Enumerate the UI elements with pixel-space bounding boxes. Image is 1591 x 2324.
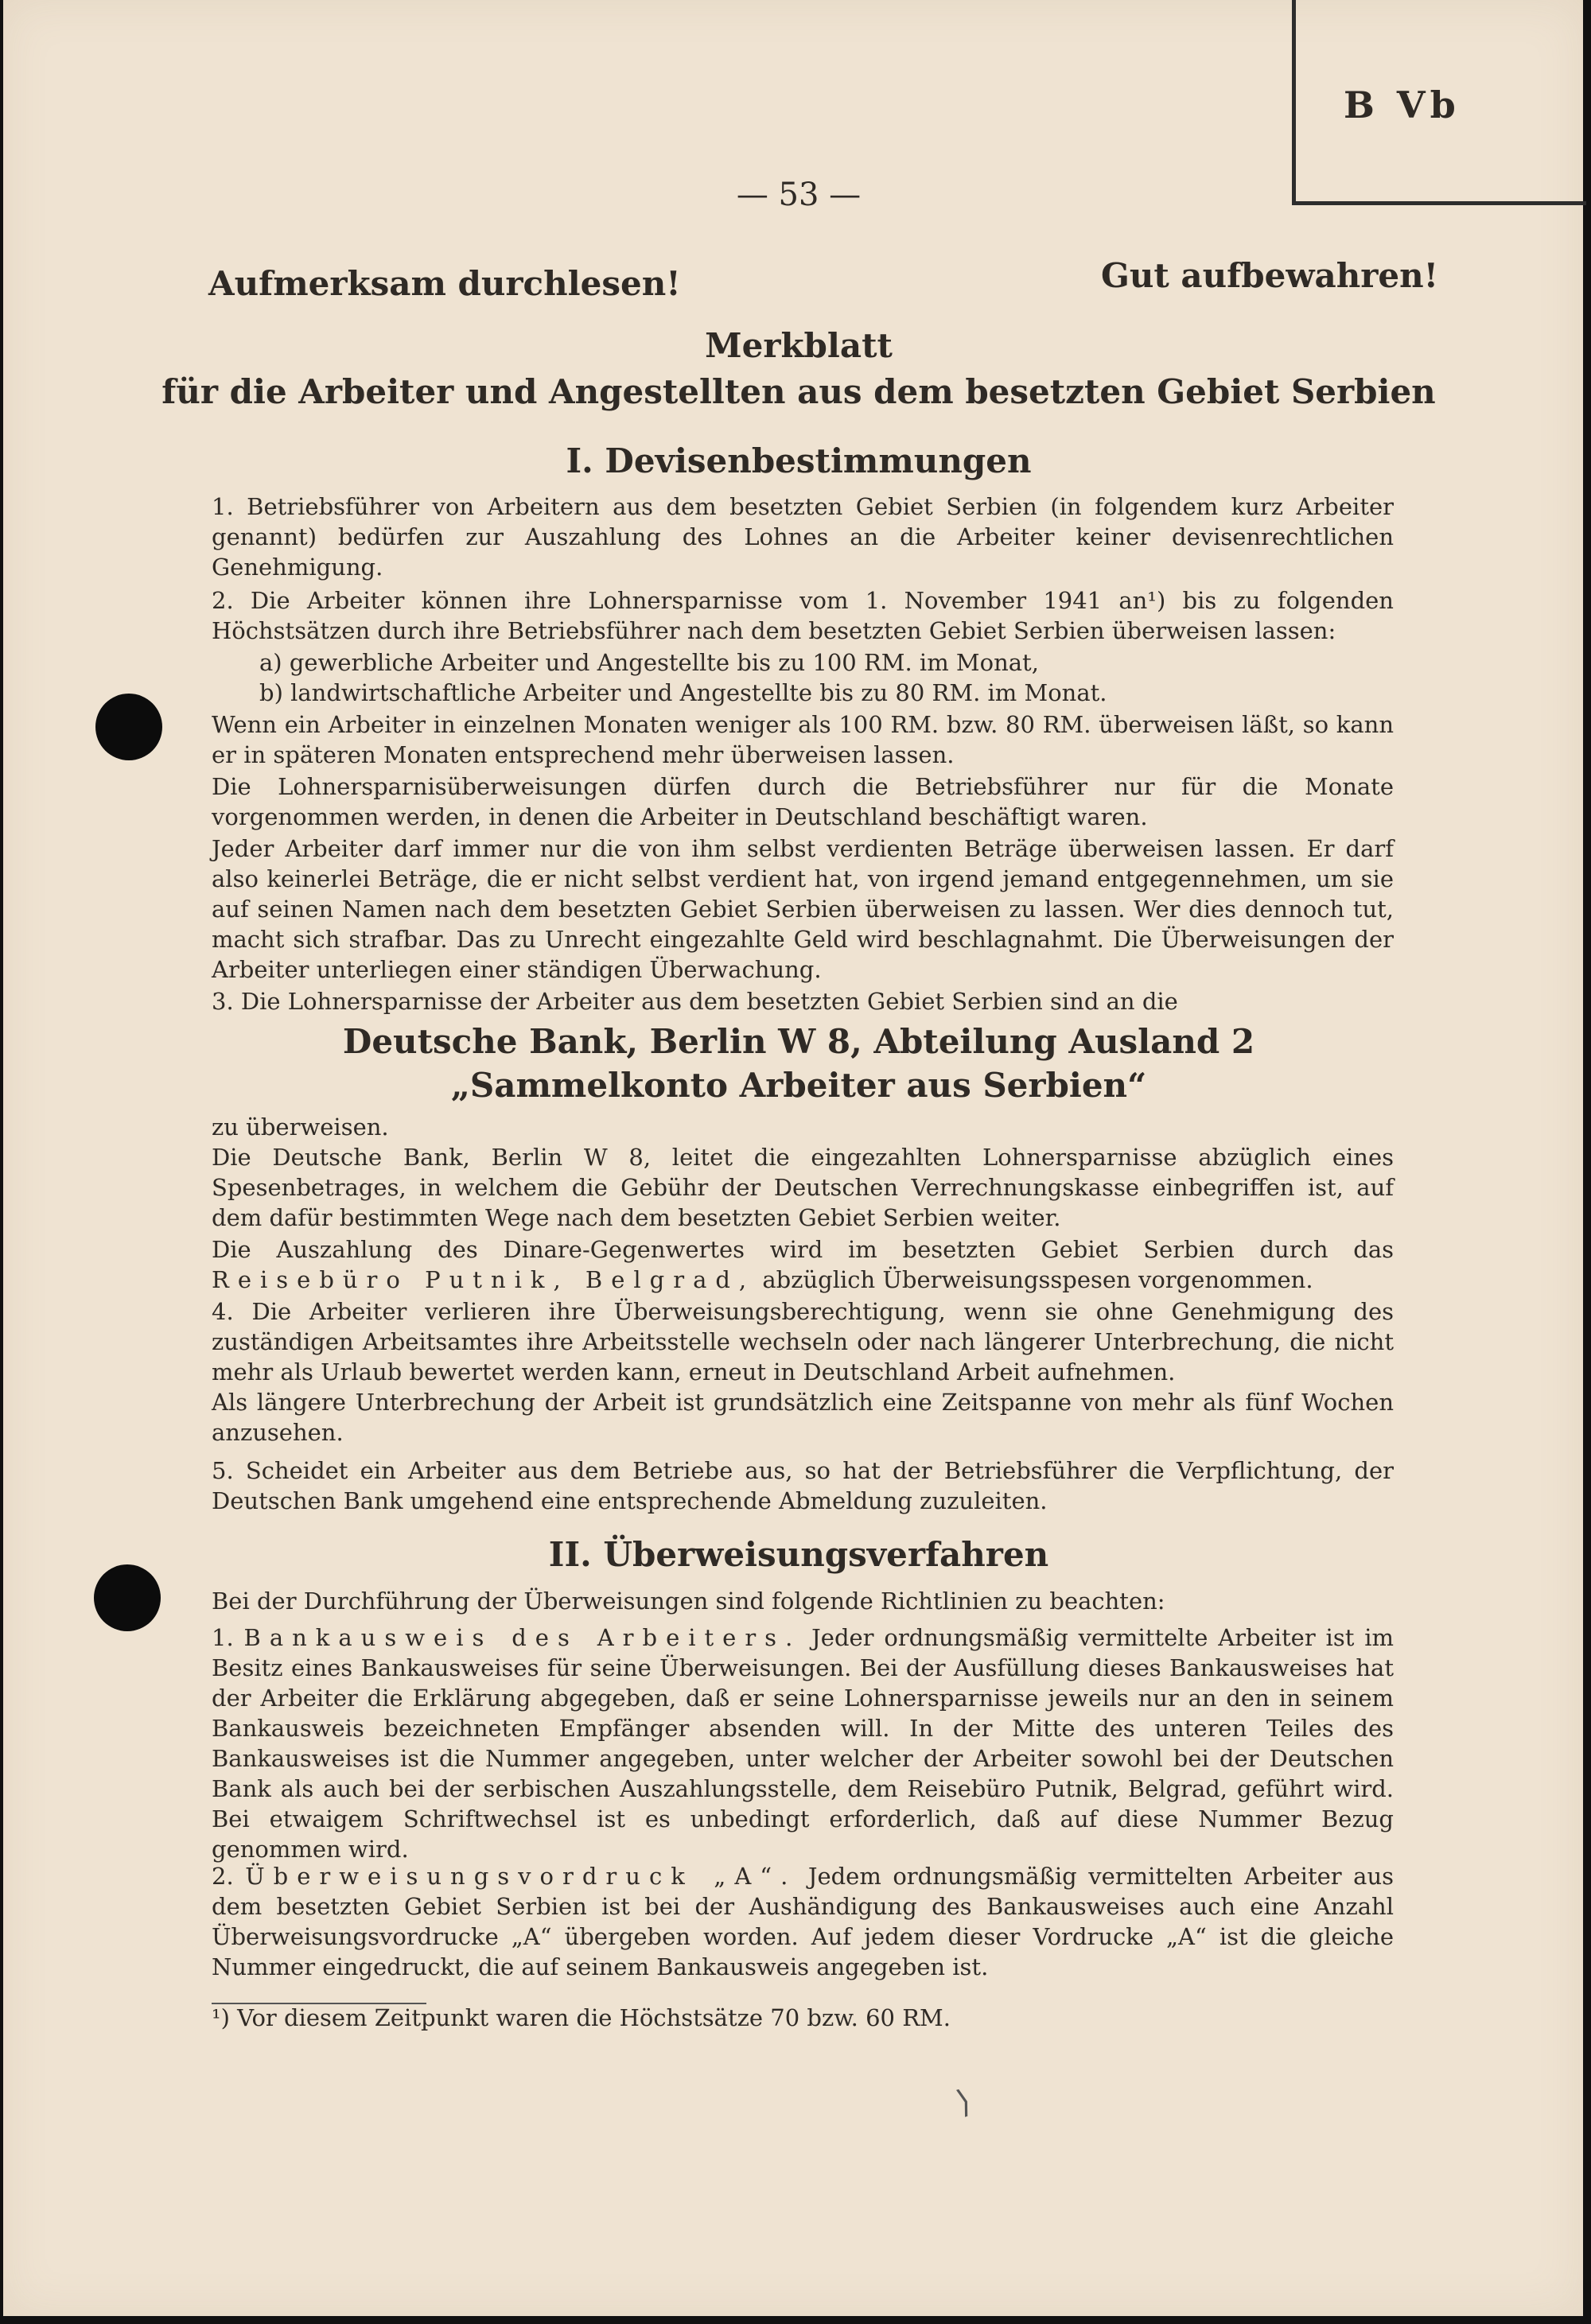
paragraph-3c: [212, 1234, 1394, 1295]
paragraph-5: 5. Scheidet ein Arbeiter aus dem Betriebe aus, so hat der Betriebsführer die Verpflichtung, der Deutschen Bank umgehend eine entsprechende Abmeldung zuzuleiten.: [212, 1457, 1394, 1514]
list-item-a: a) gewerbliche Arbeiter und Angestellte bis zu 100 RM. im Monat,: [259, 649, 1039, 676]
paragraph-3c-start: Die Auszahlung des Dinare-Gegenwertes wird im besetzten Gebiet Serbien durch das: [212, 1236, 1394, 1263]
item-transfer-form-text: Jedem ordnungsmäßig vermittelten Arbeiter aus dem besetzten Gebiet Serbien ist bei der Aushändigung des Bankausweises auch eine Anzahl Überweisungsvordrucke „A“ übergeben worden. Auf jedem dieser Vordrucke „A“ ist die gleiche Nummer eingedruckt, die auf seinem Bankausweis angegeben ist.: [212, 1863, 1395, 1980]
paragraph-2c: Wenn ein Arbeiter in einzelnen Monaten weniger als 100 RM. bzw. 80 RM. überweisen läßt, so kann er in späteren Monaten entsprechend mehr überweisen lassen.: [212, 711, 1394, 768]
paragraph-2: 2. Die Arbeiter können ihre Lohnersparnisse vom 1. November 1941 an¹) bis zu folgenden Höchstsätzen durch ihre Betriebsführer nach dem besetzten Gebiet Serbien überweisen lassen:: [212, 587, 1394, 644]
section-heading-foreign-exchange: I. Devisenbestimmungen: [566, 441, 1032, 480]
travel-agency-name: Reisebüro Putnik, Belgrad,: [212, 1266, 756, 1293]
paragraph-3c-end: abzüglich Überweisungsspesen vorgenommen.: [762, 1266, 1313, 1293]
section-heading-transfer-procedure: II. Überweisungsverfahren: [548, 1535, 1049, 1574]
classification-box: [1292, 0, 1586, 205]
list-item-b: b) landwirtschaftliche Arbeiter und Angestellte bis zu 80 RM. im Monat.: [259, 679, 1107, 706]
document-subtitle: für die Arbeiter und Angestellten aus dem besetzten Gebiet Serbien: [161, 372, 1436, 411]
item-bank-id: [212, 1623, 1394, 1864]
item-bank-id-label: Bankausweis des Arbeiters.: [243, 1624, 802, 1651]
paragraph-1: 1. Betriebsführer von Arbeitern aus dem besetzten Gebiet Serbien (in folgendem kurz Arbeiter genannt) bedürfen zur Auszahlung des Lohnes an die Arbeiter keiner devisenrechtlichen Genehmigung.: [212, 493, 1394, 581]
section2-intro: Bei der Durchführung der Überweisungen sind folgende Richtlinien zu beachten:: [212, 1588, 1165, 1615]
footnote: ¹) Vor diesem Zeitpunkt waren die Höchstsätze 70 bzw. 60 RM.: [212, 2004, 951, 2031]
pencil-mark: ⟩: [952, 2082, 976, 2122]
paragraph-4: 4. Die Arbeiter verlieren ihre Überweisungsberechtigung, wenn sie ohne Genehmigung des zuständigen Arbeitsamtes ihre Arbeitsstelle wechseln oder nach längerer Unterbrechung, die nicht mehr als Urlaub bewertet werden kann, erneut in Deutschland Arbeit aufnehmen.: [212, 1298, 1394, 1385]
paragraph-3a: zu überweisen.: [212, 1113, 389, 1141]
page-number: — 53 —: [736, 177, 862, 213]
item-bank-id-text: Jeder ordnungsmäßig vermittelte Arbeiter ist im Besitz eines Bankausweises für seine Überweisungen. Bei der Ausfüllung dieses Bankausweises hat der Arbeiter die Erklärung abgegeben, daß er seine Lohnersparnisse jeweils nur an den in seinem Bankausweis bezeichneten Empfänger absenden will. In der Mitte des unteren Teiles des Bankausweises ist die Nummer angegeben, unter welcher der Arbeiter sowohl bei der Deutschen Bank als auch bei der serbischen Auszahlungsstelle, dem Reisebüro Putnik, Belgrad, geführt wird. Bei etwaigem Schriftwechsel ist es unbedingt erforderlich, daß auf diese Nummer Bezug genommen wird.: [212, 1624, 1394, 1863]
document-title: Merkblatt: [705, 326, 893, 365]
paragraph-3b: Die Deutsche Bank, Berlin W 8, leitet die eingezahlten Lohnersparnisse abzüglich eines Spesenbetrages, in welchem die Gebühr der Deutschen Verrechnungskasse einbegriffen ist, auf dem dafür bestimmten Wege nach dem besetzten Gebiet Serbien weiter.: [212, 1144, 1394, 1231]
bank-address: Deutsche Bank, Berlin W 8, Abteilung Ausland 2: [342, 1022, 1255, 1061]
punch-hole-bottom: [94, 1564, 161, 1631]
document-page: [3, 0, 1583, 2316]
bank-account-name: „Sammelkonto Arbeiter aus Serbien“: [450, 1066, 1147, 1105]
punch-hole-top: [95, 694, 162, 760]
paragraph-4a: Als längere Unterbrechung der Arbeit ist grundsätzlich eine Zeitspanne von mehr als fünf Wochen anzusehen.: [212, 1389, 1394, 1446]
header-keep-safe: Gut aufbewahren!: [1101, 256, 1439, 295]
paragraph-2e: Jeder Arbeiter darf immer nur die von ihm selbst verdienten Beträge überweisen lassen. Er darf also keinerlei Beträge, die er nicht selbst verdient hat, von irgend jemand entgegennehmen, um sie auf seinen Namen nach dem besetzten Gebiet Serbien überweisen zu lassen. Wer dies dennoch tut, macht sich strafbar. Das zu Unrecht eingezahlte Geld wird beschlagnahmt. Die Überweisungen der Arbeiter unterliegen einer ständigen Überwachung.: [212, 835, 1394, 983]
item-transfer-form-label: Überweisungsvordruck „A“.: [245, 1863, 797, 1890]
paragraph-2d: Die Lohnersparnisüberweisungen dürfen durch die Betriebsführer nur für die Monate vorgenommen werden, in denen die Arbeiter in Deutschland beschäftigt waren.: [212, 773, 1394, 830]
classification-label: B Vb: [1344, 84, 1461, 126]
item-transfer-form: [212, 1861, 1394, 1982]
item-transfer-form-number: 2.: [212, 1863, 234, 1890]
paragraph-3: 3. Die Lohnersparnisse der Arbeiter aus dem besetzten Gebiet Serbien sind an die: [212, 988, 1178, 1015]
item-bank-id-number: 1.: [212, 1624, 234, 1651]
header-read-carefully: Aufmerksam durchlesen!: [208, 264, 681, 303]
